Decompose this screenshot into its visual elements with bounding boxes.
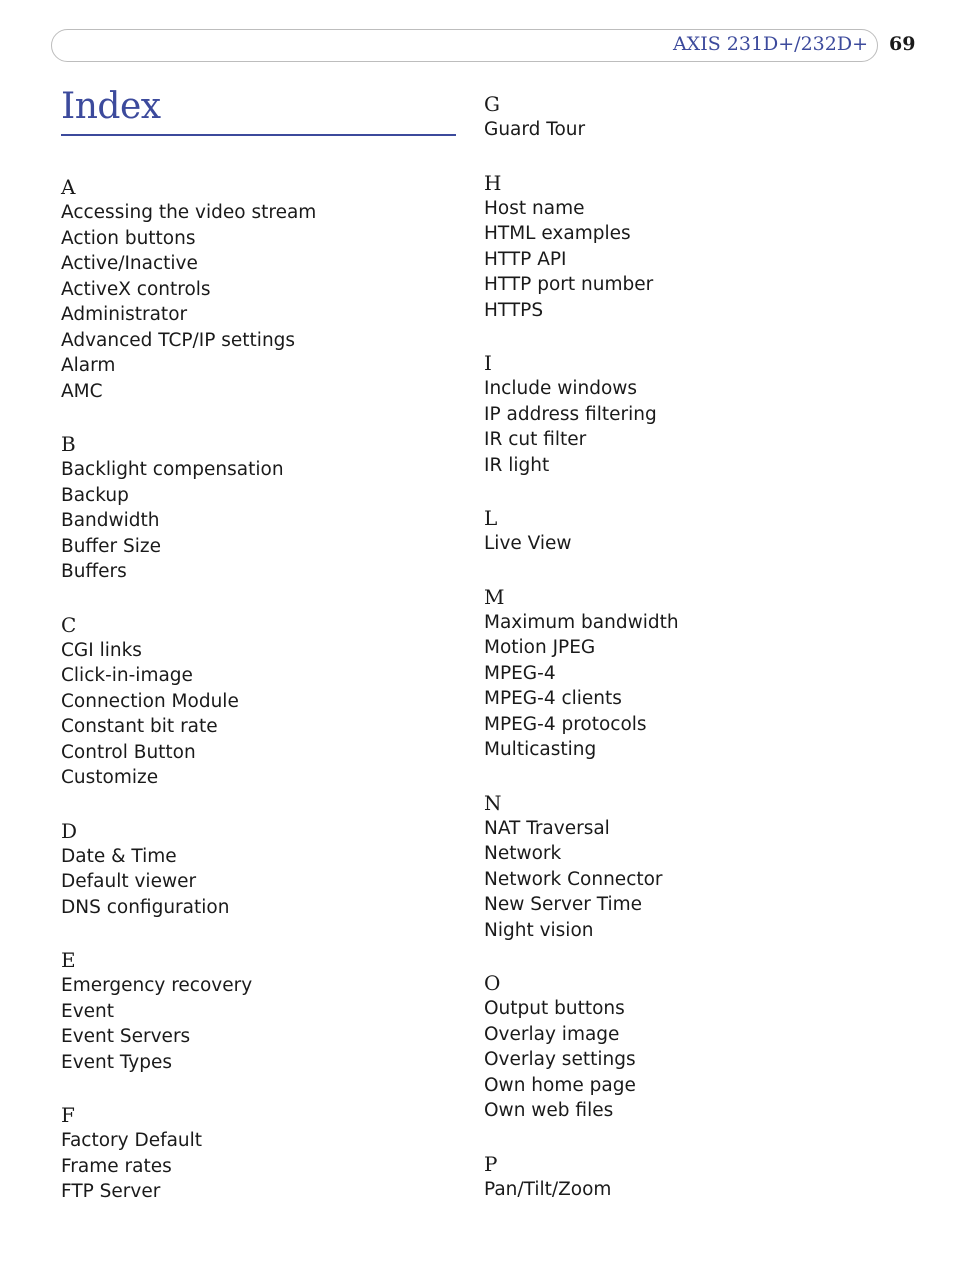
index-entry: Active/Inactive xyxy=(61,253,198,274)
index-entry: Connection Module xyxy=(61,690,239,712)
index-section-f xyxy=(61,1103,461,1205)
index-entry: Include windows xyxy=(484,378,638,399)
section-letter: C xyxy=(61,612,77,637)
index-section-b xyxy=(61,432,461,585)
index-section-l xyxy=(484,506,884,557)
index-entry: IR cut filter xyxy=(484,429,587,450)
index-entry: Control Button xyxy=(61,741,196,763)
section-letter: B xyxy=(61,432,76,456)
index-section-c xyxy=(61,613,461,791)
index-entry: Pan/Tilt/Zoom xyxy=(484,1178,612,1200)
index-entry: Default viewer xyxy=(61,871,197,892)
index-entry: HTTPS xyxy=(484,299,544,321)
index-entry: Maximum bandwidth xyxy=(484,611,679,633)
index-entry: Output buttons xyxy=(484,998,625,1019)
index-entry: Constant bit rate xyxy=(61,716,218,737)
index-entry: Backup xyxy=(61,484,129,506)
index-entry: Customize xyxy=(61,767,159,788)
index-entry: Buffer Size xyxy=(61,535,162,557)
index-entry: Backlight compensation xyxy=(61,459,284,480)
index-entry: IP address filtering xyxy=(484,403,657,425)
index-section-i xyxy=(484,351,884,478)
index-entry: Buffers xyxy=(61,561,127,582)
index-entry: Network Connector xyxy=(484,868,663,890)
index-entry: Event Servers xyxy=(61,1026,191,1047)
index-entry: Click-in-image xyxy=(61,665,193,686)
section-letter: N xyxy=(484,790,502,815)
section-letter: O xyxy=(484,971,501,995)
index-entry: Alarm xyxy=(61,355,116,376)
index-entry: Action buttons xyxy=(61,227,196,249)
index-column-right xyxy=(484,92,884,1230)
index-section-d xyxy=(61,819,461,921)
index-entry: MPEG-4 clients xyxy=(484,688,622,709)
index-section-e xyxy=(61,948,461,1075)
index-section-g xyxy=(484,92,884,143)
section-letter: E xyxy=(61,948,76,972)
index-entry: Frame rates xyxy=(61,1155,172,1177)
section-letter: F xyxy=(61,1103,75,1127)
index-entry: Administrator xyxy=(61,304,188,325)
index-section-h xyxy=(484,171,884,324)
index-entry: DNS configuration xyxy=(61,896,230,918)
section-letter: I xyxy=(484,351,492,375)
index-entry: AMC xyxy=(61,380,103,402)
index-entry: Advanced TCP/IP settings xyxy=(61,329,296,351)
index-entry: Overlay settings xyxy=(484,1049,636,1070)
index-entry: Bandwidth xyxy=(61,510,160,531)
index-entry: Event xyxy=(61,1000,114,1022)
index-column-left xyxy=(61,175,461,1233)
index-entry: Motion JPEG xyxy=(484,637,596,658)
index-entry: Overlay image xyxy=(484,1023,620,1045)
index-entry: FTP Server xyxy=(61,1181,161,1202)
page-number: 69 xyxy=(889,33,916,55)
index-entry: Own home page xyxy=(484,1074,636,1096)
index-section-o xyxy=(484,971,884,1124)
section-letter: H xyxy=(484,170,502,195)
index-entry: IR light xyxy=(484,454,550,476)
index-entry: Live View xyxy=(484,533,572,554)
section-letter: P xyxy=(484,1151,498,1176)
index-entry: MPEG-4 xyxy=(484,662,556,684)
index-entry: Event Types xyxy=(61,1051,173,1073)
title-divider xyxy=(61,134,456,136)
section-letter: D xyxy=(61,818,78,843)
index-entry: HTTP API xyxy=(484,248,567,270)
section-letter: L xyxy=(484,506,498,530)
index-entry: HTML examples xyxy=(484,223,631,244)
index-entry: Network xyxy=(484,843,562,864)
section-letter: G xyxy=(484,92,500,116)
index-entry: NAT Traversal xyxy=(484,817,610,839)
section-letter: A xyxy=(61,175,76,199)
index-entry: Guard Tour xyxy=(484,119,586,140)
index-entry: Factory Default xyxy=(61,1130,203,1151)
index-entry: ActiveX controls xyxy=(61,278,211,300)
index-entry: Multicasting xyxy=(484,739,597,760)
page-title: Index xyxy=(61,86,161,127)
section-letter: M xyxy=(484,584,505,609)
index-entry: Night vision xyxy=(484,919,594,941)
index-entry: New Server Time xyxy=(484,894,643,915)
index-entry: Accessing the video stream xyxy=(61,202,317,223)
index-entry: Emergency recovery xyxy=(61,975,253,996)
product-name: AXIS 231D+/232D+ xyxy=(672,33,868,55)
index-entry: Date & Time xyxy=(61,845,177,867)
index-entry: Host name xyxy=(484,197,585,219)
index-entry: HTTP port number xyxy=(484,274,654,295)
index-entry: CGI links xyxy=(61,639,142,661)
index-section-p xyxy=(484,1152,884,1203)
index-section-n xyxy=(484,791,884,944)
index-section-m xyxy=(484,585,884,763)
index-entry: Own web files xyxy=(484,1100,614,1121)
index-entry: MPEG-4 protocols xyxy=(484,713,647,735)
index-section-a xyxy=(61,175,461,404)
